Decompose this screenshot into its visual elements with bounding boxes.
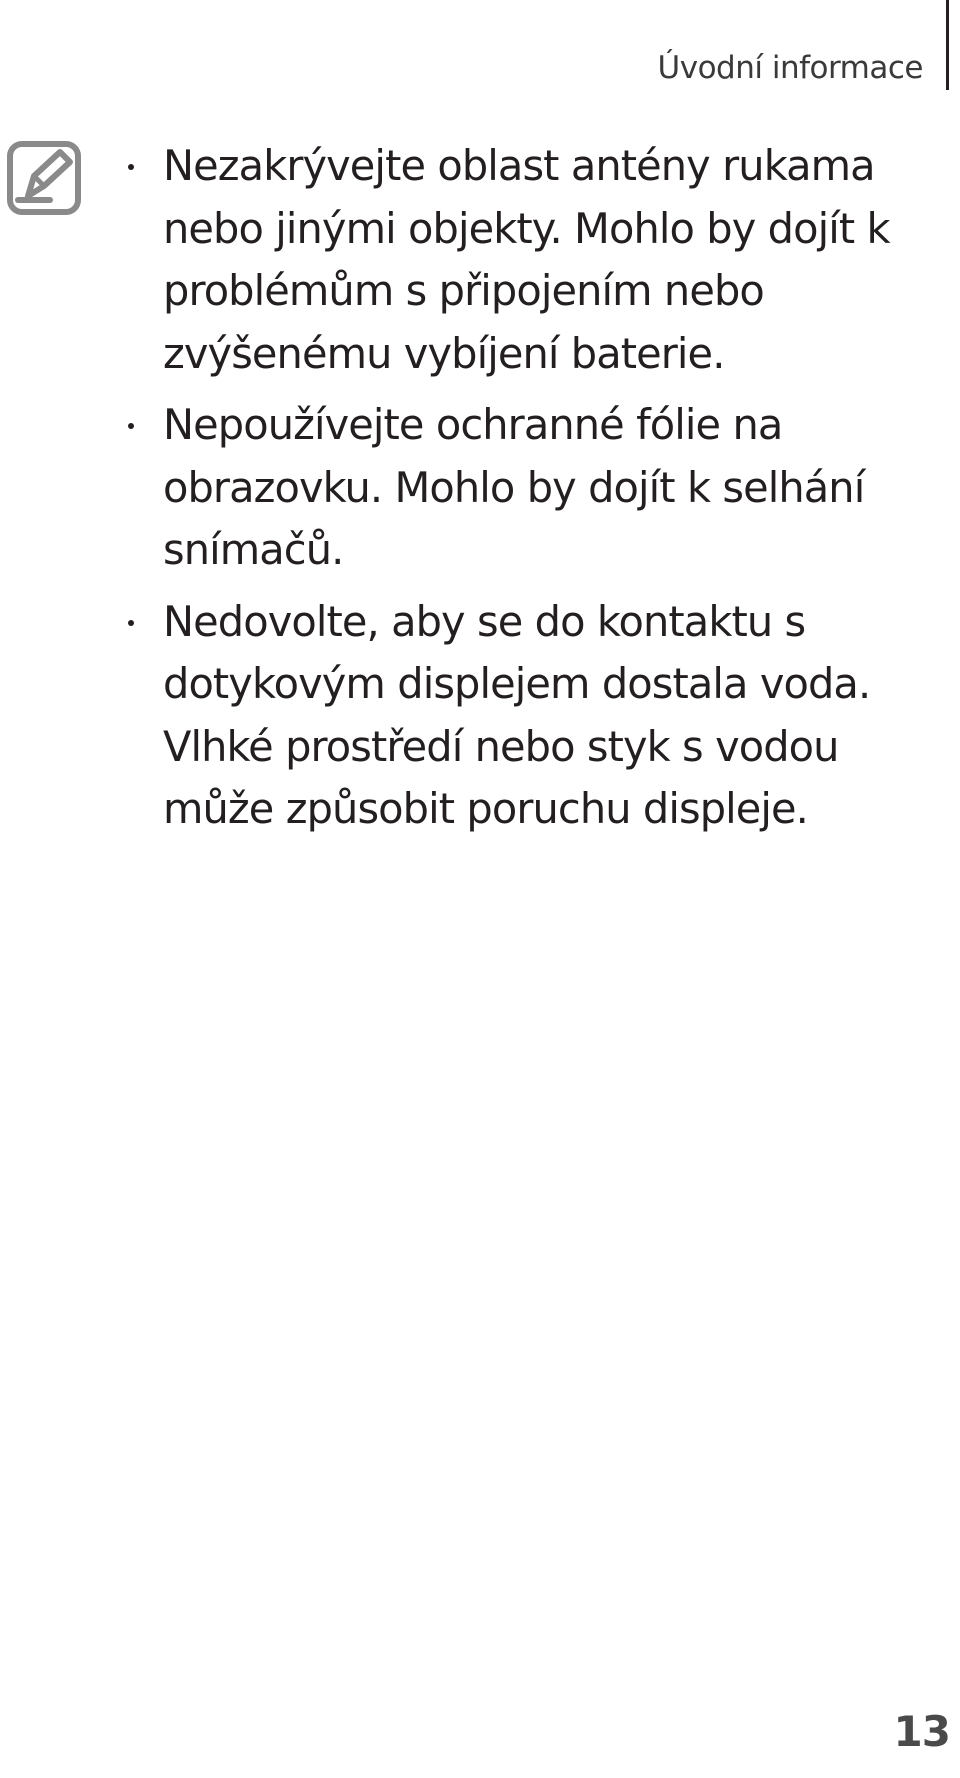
note-list — [128, 135, 928, 850]
list-item — [128, 394, 928, 582]
bullet-icon — [128, 423, 134, 429]
section-title: Úvodní informace — [657, 50, 923, 86]
bullet-icon — [128, 164, 134, 170]
page-number: 13 — [893, 1707, 950, 1756]
list-item-text: Nedovolte, aby se do kontaktu s dotykovým displejem dostala voda. Vlhké prostředí nebo styk s vodou může způsobit poruchu displeje. — [163, 596, 871, 833]
list-item-text: Nepoužívejte ochranné fólie na obrazovku. Mohlo by dojít k selhání snímačů. — [163, 400, 865, 574]
list-item — [128, 135, 928, 385]
note-pencil-icon — [4, 138, 86, 220]
list-item-text: Nezakrývejte oblast antény rukama nebo jinými objekty. Mohlo by dojít k problémům s připojením nebo zvýšenému vybíjení baterie. — [163, 141, 890, 378]
list-item — [128, 591, 928, 841]
bullet-icon — [128, 620, 134, 626]
header-divider — [946, 0, 949, 90]
